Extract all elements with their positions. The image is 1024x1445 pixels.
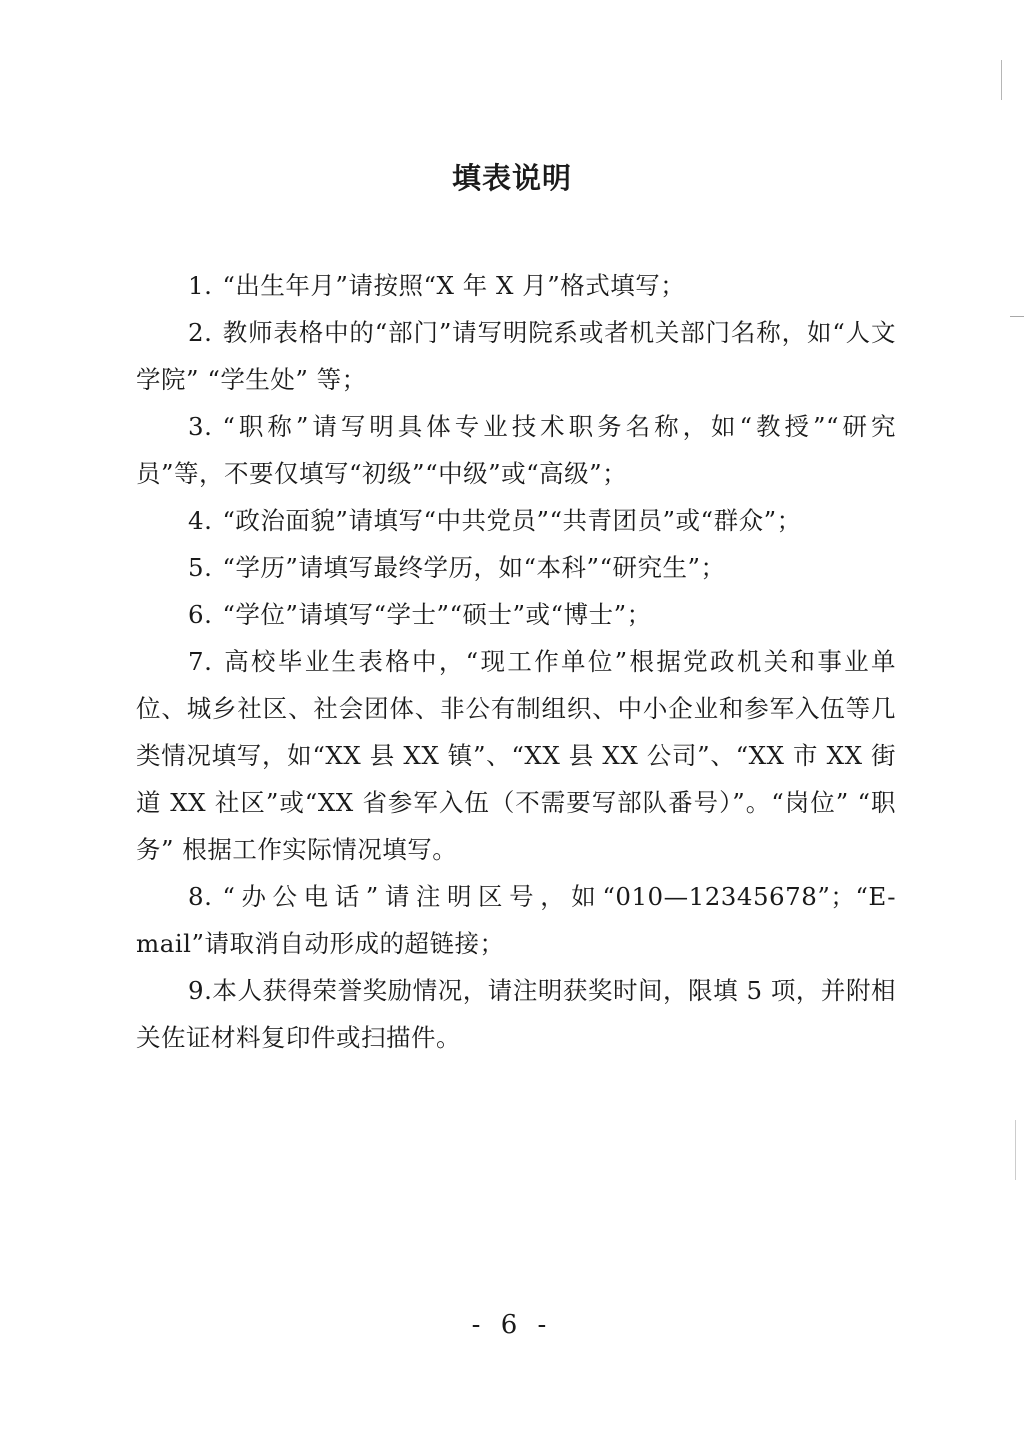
scan-artifact [1010,316,1024,317]
instruction-item-8: 8. “办公电话”请注明区号，如“010—12345678”；“E-mail”请取消自动形成的超链接； [136,882,896,958]
instruction-item-3: 3. “职称”请写明具体专业技术职务名称，如“教授”“研究员”等，不要仅填写“初级”“中级”或“高级”； [136,412,896,488]
instruction-item-7: 7. 高校毕业生表格中，“现工作单位”根据党政机关和事业单位、城乡社区、社会团体、非公有制组织、中小企业和参军入伍等几类情况填写，如“XX 县 XX 镇”、“XX 县 XX 公司”、“XX 市 XX 街道 XX 社区”或“XX 省参军入伍（不需要写部队番号）”。“岗位” “职务” 根据工作实际情况填写。 [136,647,896,864]
instruction-item-6: 6. “学位”请填写“学士”“硕士”或“博士”； [188,600,652,629]
instruction-item-2: 2. 教师表格中的“部门”请写明院系或者机关部门名称，如“人文学院” “学生处” 等； [136,318,896,394]
page-number: - 6 - [471,1310,553,1340]
page-title: 填表说明 [451,161,572,195]
instruction-item-9: 9.本人获得荣誉奖励情况，请注明获奖时间，限填 5 项，并附相关佐证材料复印件或扫描件。 [136,976,896,1052]
scan-artifact [1015,1120,1016,1180]
instruction-item-4: 4. “政治面貌”请填写“中共党员”“共青团员”或“群众”； [188,506,802,535]
instruction-item-1: 1. “出生年月”请按照“X 年 X 月”格式填写； [188,271,686,300]
scan-artifact [1001,60,1002,100]
instructions-list [136,262,896,1061]
instruction-item-5: 5. “学历”请填写最终学历，如“本科”“研究生”； [188,553,726,582]
